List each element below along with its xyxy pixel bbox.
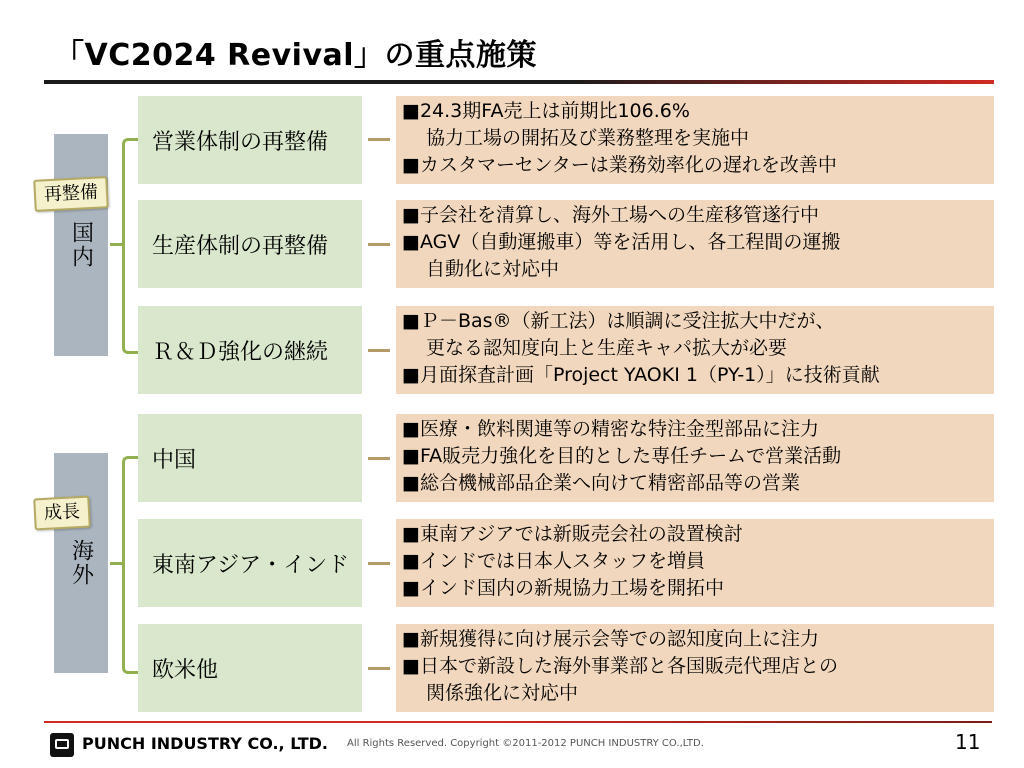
section-label-west: 欧米他 [138, 624, 362, 712]
copyright-text: All Rights Reserved. Copyright ©2011-2012 PUNCH INDUSTRY CO.,LTD. [347, 738, 704, 749]
detail-line: ■総合機械部品企業へ向けて精密部品等の営業 [402, 472, 800, 494]
detail-line: ■月面探査計画「Project YAOKI 1（PY-1）」に技術貢献 [402, 364, 880, 386]
region-overseas-label: 海外 [68, 539, 94, 587]
company-logo-icon [50, 733, 74, 757]
section-label-china: 中国 [138, 414, 362, 502]
connector [368, 349, 390, 352]
detail-line: 協力工場の開拓及び業務整理を実施中 [426, 127, 750, 149]
detail-line: ■AGV（自動運搬車）等を活用し、各工程間の運搬 [402, 231, 841, 253]
detail-line: ■医療・飲料関連等の精密な特注金型部品に注力 [402, 418, 819, 440]
region-domestic [54, 134, 108, 356]
connector [368, 562, 390, 565]
detail-line: ■24.3期FA売上は前期比106.6% [402, 100, 690, 122]
tag-domestic: 再整備 [33, 176, 109, 212]
detail-line: 更なる認知度向上と生産キャパ拡大が必要 [426, 337, 788, 359]
detail-line: ■FA販売力強化を目的とした専任チームで営業活動 [402, 445, 842, 467]
connector [368, 243, 390, 246]
tag-overseas: 成長 [33, 496, 91, 531]
detail-production [396, 200, 994, 288]
detail-line: ■東南アジアでは新販売会社の設置検討 [402, 523, 743, 545]
section-label-sales: 営業体制の再整備 [138, 96, 362, 184]
region-overseas [54, 453, 108, 673]
overseas-connector [110, 562, 124, 565]
detail-line: ■Ｐ－Bas®（新工法）は順調に受注拡大中だが、 [402, 310, 835, 332]
detail-line: ■インド国内の新規協力工場を開拓中 [402, 577, 724, 599]
section-label-rnd: Ｒ＆Ｄ強化の継続 [138, 306, 362, 394]
footer-divider [44, 721, 992, 723]
connector [368, 667, 390, 670]
connector [368, 138, 390, 141]
detail-sales [396, 96, 994, 184]
detail-china [396, 414, 994, 502]
section-label-production: 生産体制の再整備 [138, 200, 362, 288]
title-divider [44, 80, 994, 84]
connector [368, 457, 390, 460]
domestic-bracket [122, 138, 139, 354]
detail-line: ■インドでは日本人スタッフを増員 [402, 550, 705, 572]
page-number: 11 [955, 730, 981, 754]
domestic-connector [110, 243, 124, 246]
section-label-sea-india: 東南アジア・インド [138, 519, 362, 607]
detail-line: 関係強化に対応中 [426, 682, 579, 704]
detail-line: ■カスタマーセンターは業務効率化の遅れを改善中 [402, 154, 837, 176]
detail-west [396, 624, 994, 712]
detail-rnd [396, 306, 994, 394]
page-title: 「VC2024 Revival」の重点施策 [54, 38, 538, 73]
overseas-bracket [122, 456, 139, 674]
detail-line: ■新規獲得に向け展示会等での認知度向上に注力 [402, 628, 819, 650]
company-name: PUNCH INDUSTRY CO., LTD. [82, 734, 329, 753]
detail-line: 自動化に対応中 [426, 258, 560, 280]
region-domestic-label: 国内 [68, 221, 94, 269]
detail-line: ■子会社を清算し、海外工場への生産移管遂行中 [402, 204, 819, 226]
detail-line: ■日本で新設した海外事業部と各国販売代理店との [402, 655, 838, 677]
detail-sea-india [396, 519, 994, 607]
